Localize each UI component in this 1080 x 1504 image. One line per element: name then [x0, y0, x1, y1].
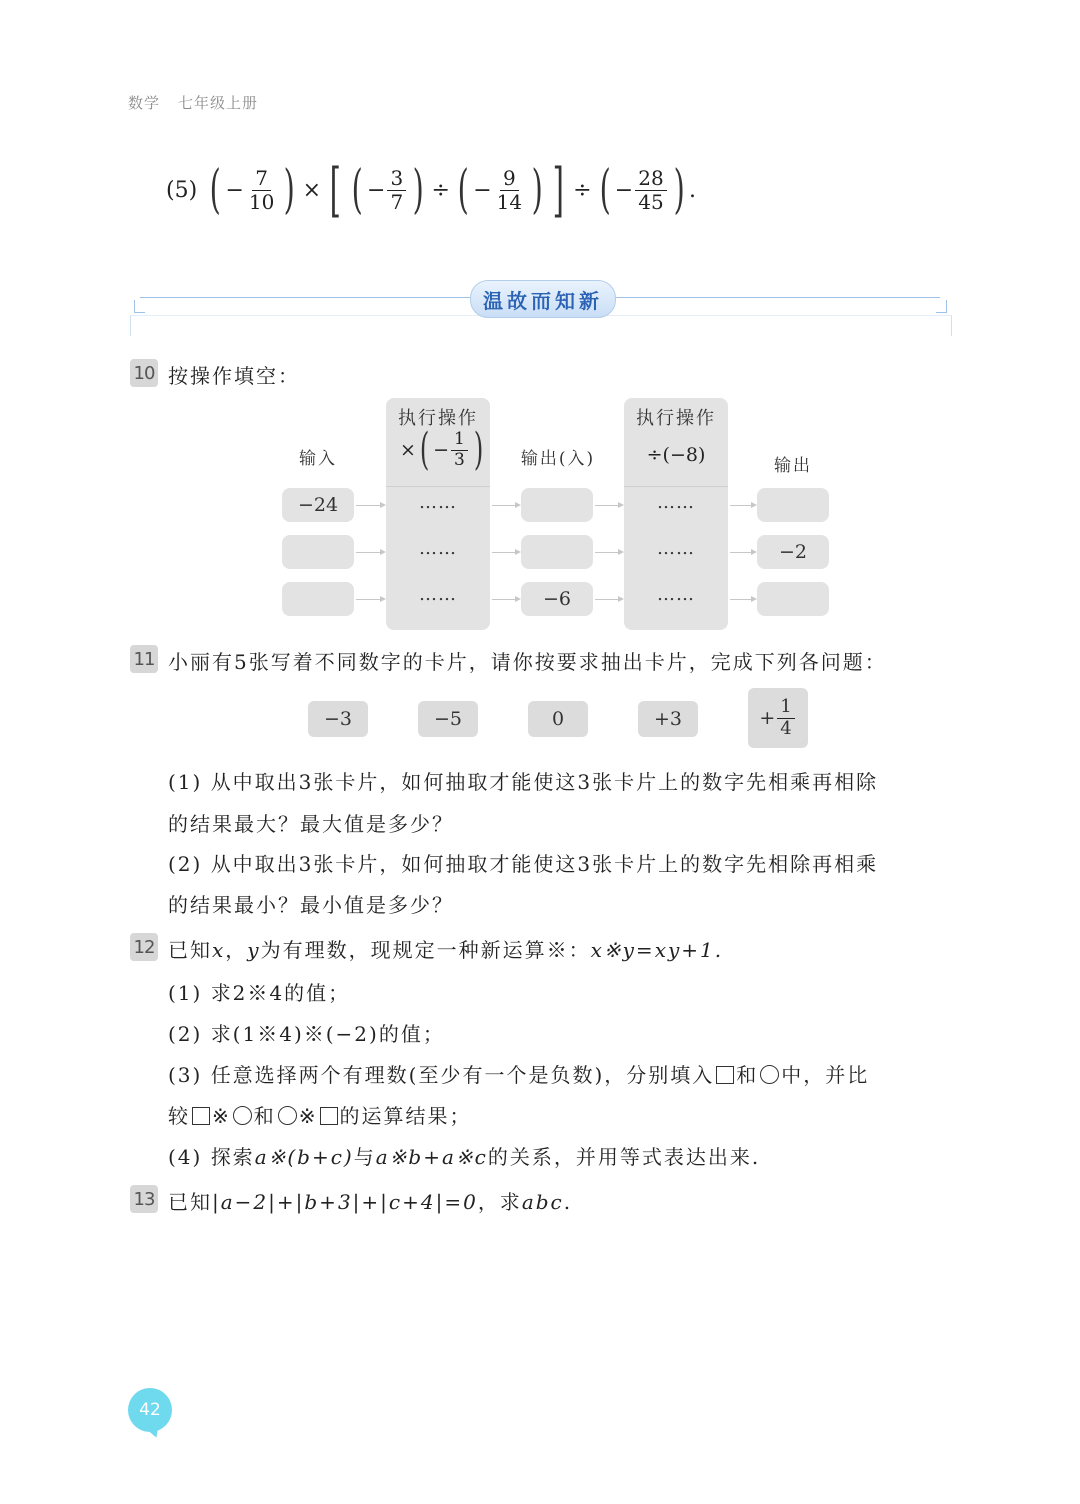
fraction: $\frac{9}{14}$ — [496, 165, 523, 214]
bracket-open: [ — [329, 156, 342, 224]
mid-cell — [521, 488, 593, 522]
formula-5 — [166, 150, 696, 230]
circle-shape — [233, 1106, 252, 1125]
square-shape — [716, 1066, 734, 1084]
operation-box-1 — [386, 398, 490, 630]
problem-number: 13 — [130, 1185, 158, 1213]
formula-label: (5) — [166, 177, 198, 203]
operation-expr: ÷(−8) — [646, 444, 706, 466]
paren-close: ) — [473, 424, 484, 475]
problem-number: 12 — [130, 933, 158, 961]
circle-shape — [760, 1065, 779, 1084]
arrow — [595, 505, 622, 506]
banner-ornament-left — [134, 300, 145, 313]
problem-text: 按操作填空： — [168, 364, 300, 388]
input-cell: −24 — [282, 488, 354, 522]
fraction: $\frac{28}{45}$ — [635, 167, 666, 214]
mid-cell — [521, 535, 593, 569]
arrow — [730, 552, 755, 553]
dots: …… — [419, 538, 457, 559]
arrow — [492, 552, 519, 553]
number-card — [748, 688, 808, 748]
minus-sign: − — [473, 177, 492, 203]
fraction: $\frac{3}{7}$ — [387, 167, 406, 214]
paren-open: ( — [457, 160, 469, 220]
times-sign: × — [400, 439, 416, 461]
divide-sign: ÷ — [573, 177, 592, 203]
header-subject: 数学 — [128, 94, 161, 112]
label-mid: 输出(入) — [520, 449, 596, 469]
label-input: 输入 — [299, 449, 337, 469]
header-grade: 七年级上册 — [178, 94, 259, 112]
page-header — [128, 92, 258, 113]
paren-open: ( — [351, 160, 363, 220]
page-number: 42 — [128, 1388, 172, 1432]
plus-sign: + — [759, 707, 776, 729]
question-3-line-2: 较 ※ 和 ※ 的运算结果； — [168, 1104, 472, 1128]
problem-text: 已知|a−2|+|b+3|+|c+4|=0，求abc. — [168, 1190, 573, 1214]
arrow — [595, 552, 622, 553]
question-4: (4) 探索a※(b+c)与a※b+a※c的关系，并用等式表达出来. — [168, 1145, 761, 1169]
operation-box-2 — [624, 398, 728, 630]
mid-cell: −6 — [521, 582, 593, 616]
fraction: $\frac{1}{3}$ — [451, 430, 468, 470]
output-cell: −2 — [757, 535, 829, 569]
minus-sign: − — [225, 177, 244, 203]
operation-expr — [400, 424, 487, 475]
arrow — [730, 505, 755, 506]
problem-text: 小丽有5张写着不同数字的卡片，请你按要求抽出卡片，完成下列各问题： — [168, 650, 887, 674]
fraction: $\frac{7}{10}$ — [248, 165, 275, 214]
operation-title: 执行操作 — [398, 408, 478, 429]
square-shape — [320, 1107, 338, 1125]
dots: …… — [657, 492, 695, 513]
problem-text: 已知x，y为有理数，现规定一种新运算※：x※y=xy+1. — [168, 938, 724, 962]
arrow — [492, 505, 519, 506]
dots: …… — [657, 538, 695, 559]
paren-close: ) — [283, 160, 296, 220]
number-card: +3 — [638, 701, 698, 737]
problem-number: 10 — [130, 359, 158, 387]
dots: …… — [419, 492, 457, 513]
arrow — [356, 552, 384, 553]
number-card: −3 — [308, 701, 368, 737]
minus-sign: − — [614, 177, 634, 203]
input-cell — [282, 535, 354, 569]
divide-sign: ÷ — [431, 177, 450, 203]
output-cell — [757, 582, 829, 616]
question-1: (1) 求2※4的值； — [168, 981, 351, 1005]
times-sign: × — [302, 177, 322, 203]
circle-shape — [278, 1106, 297, 1125]
question-2-line-2: 的结果最小？最小值是多少？ — [168, 893, 454, 917]
input-cell — [282, 582, 354, 616]
label-output: 输出 — [774, 456, 812, 476]
number-card: 0 — [528, 701, 588, 737]
paren-close: ) — [531, 160, 543, 220]
dots: …… — [419, 584, 457, 605]
square-shape — [192, 1107, 210, 1125]
fraction: $\frac{1}{4}$ — [777, 697, 794, 739]
formula-end: . — [688, 177, 696, 203]
section-title: 温故而知新 — [470, 280, 616, 318]
banner-ornament-right — [936, 300, 947, 313]
output-cell — [757, 488, 829, 522]
problem-number: 11 — [130, 645, 158, 673]
question-1-line-1: (1) 从中取出3张卡片，如何抽取才能使这3张卡片上的数字先相乘再相除 — [168, 770, 879, 794]
arrow — [356, 505, 384, 506]
question-2: (2) 求(1※4)※(−2)的值； — [168, 1022, 445, 1046]
paren-open: ( — [599, 160, 611, 220]
arrow — [595, 599, 622, 600]
minus-sign: − — [367, 177, 386, 203]
question-3-line-1: (3) 任意选择两个有理数(至少有一个是负数)，分别填入 和 中，并比 — [168, 1063, 870, 1087]
dots: …… — [657, 584, 695, 605]
arrow — [730, 599, 755, 600]
paren-open: ( — [209, 160, 221, 220]
operation-title: 执行操作 — [636, 408, 716, 429]
paren-close: ) — [412, 160, 424, 220]
banner-frame — [130, 315, 952, 336]
number-card: −5 — [418, 701, 478, 737]
minus-sign: − — [433, 439, 450, 461]
arrow — [492, 599, 519, 600]
arrow — [356, 599, 384, 600]
paren-open: ( — [419, 424, 430, 475]
paren-close: ) — [673, 160, 685, 220]
bracket-close: ] — [553, 156, 565, 224]
question-1-line-2: 的结果最大？最大值是多少？ — [168, 812, 454, 836]
question-2-line-1: (2) 从中取出3张卡片，如何抽取才能使这3张卡片上的数字先相除再相乘 — [168, 852, 879, 876]
